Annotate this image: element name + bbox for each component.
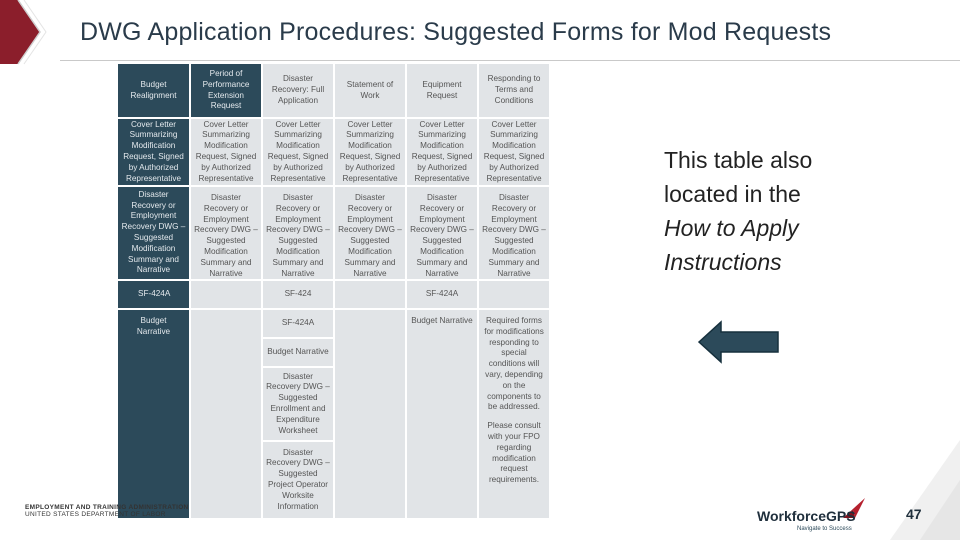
cell-cover-letter: [118, 119, 189, 185]
cell-text-line: Suggested: [422, 236, 462, 246]
cell-text-line: Summarizing: [418, 130, 466, 140]
cell-terms-note: [479, 310, 549, 518]
cell-text-line: Representative: [198, 173, 254, 183]
cell-text-line: Project Operator: [267, 480, 329, 489]
cell-text-line: Extension: [208, 90, 244, 100]
side-note-line: located in the: [664, 181, 801, 207]
cell-text-line: Narrative: [136, 326, 171, 336]
side-note-line: This table also: [664, 147, 813, 173]
cell-sf424a: SF-424A: [263, 310, 333, 337]
cell-text-line: Suggested: [206, 236, 246, 246]
cell-text-line: Request, Signed: [195, 152, 257, 161]
cell-text-line: Suggested: [133, 233, 174, 242]
cell-text-line: Request, Signed: [123, 152, 184, 161]
cell-text-line: Cover Letter: [347, 119, 393, 129]
cell-text-line: Cover Letter: [130, 119, 177, 129]
cell-text-line: Modification: [348, 246, 392, 256]
cell-text-line: by Authorized: [201, 162, 251, 172]
cell-budget-narrative: Budget Narrative: [263, 339, 333, 366]
cell-text-line: Representative: [270, 173, 326, 183]
cell-text-line: Modification: [204, 141, 248, 151]
cell-text-line: by Authorized: [417, 162, 467, 172]
slide-title: DWG Application Procedures: Suggested Forms for Mod Requests: [80, 18, 832, 46]
cell-text-line: Recovery DWG –: [121, 222, 186, 232]
cell-text-line: Suggested: [278, 469, 318, 479]
cell-project-operator: [263, 442, 333, 518]
side-note-link-text: Instructions: [664, 249, 782, 275]
cell-text-line: Request, Signed: [267, 152, 329, 161]
cell-text-line: Modification: [276, 141, 320, 151]
page-number: 47: [906, 506, 922, 522]
cell-text-line: Suggested: [350, 236, 390, 246]
cell-text-line: Recovery or: [275, 203, 321, 213]
cell-text-line: Request: [426, 90, 458, 100]
workforcegps-logo: WorkforceGPS Navigate to Success: [757, 496, 887, 536]
cell-text-line: Narrative: [136, 265, 171, 275]
cell-text-line: Recovery or: [491, 203, 537, 213]
cell-text-line: Summarizing: [346, 130, 394, 140]
cell-text-line: regarding: [496, 442, 532, 452]
cell-text-line: by Authorized: [489, 162, 539, 172]
cell-budget-narrative: [118, 310, 189, 518]
cell-text-line: Modification: [492, 246, 536, 256]
cell-cover-letter: [263, 119, 333, 185]
header-budget-realignment: [118, 64, 189, 117]
cell-text-line: Representative: [342, 173, 398, 183]
cell-text-line: Worksheet: [278, 425, 318, 435]
cell-text-line: Cover Letter: [491, 119, 537, 129]
title-divider: [60, 60, 960, 61]
cell-text-line: Information: [277, 501, 319, 511]
cell-text-line: Recovery DWG –: [266, 225, 330, 235]
cell-text-line: Disaster: [282, 74, 314, 84]
cell-text-line: Narrative: [209, 268, 243, 278]
cell-text-line: Summary and: [272, 257, 324, 267]
side-note-link-text: How to Apply: [664, 215, 799, 241]
cell-dwg-narrative: [407, 187, 477, 279]
cell-text-line: Employment: [275, 214, 321, 224]
cell-empty: [335, 310, 405, 518]
cell-cover-letter: [335, 119, 405, 185]
dol-eta-logo: EMPLOYMENT AND TRAINING ADMINISTRATION UNITED STATES DEPARTMENT OF LABOR: [25, 504, 189, 518]
left-arrow-icon: [697, 320, 780, 364]
cell-text-line: Budget: [140, 316, 167, 325]
header-equipment-request: [407, 64, 477, 117]
cell-text-line: Performance: [202, 79, 250, 89]
cell-text-line: Modification: [131, 243, 176, 253]
cell-text-line: Suggested: [278, 236, 318, 246]
cell-text-line: Disaster: [282, 371, 314, 381]
cell-cover-letter: [191, 119, 261, 185]
cell-sf424a: SF-424A: [407, 281, 477, 308]
cell-text-line: Representative: [414, 173, 470, 183]
cell-text-line: Suggested: [494, 236, 534, 246]
header-terms-conditions: [479, 64, 549, 117]
cell-text-line: Summary and: [200, 257, 252, 267]
cell-text-line: Recovery DWG –: [410, 225, 474, 235]
cell-text-line: Modification: [420, 246, 464, 256]
cell-text-line: Employment: [419, 214, 465, 224]
cell-text-line: Please consult: [487, 421, 541, 431]
side-note: [664, 143, 812, 279]
cell-budget-narrative: Budget Narrative: [407, 310, 477, 518]
cell-text-line: be addressed.: [488, 402, 540, 412]
cell-text-line: Request: [210, 101, 242, 111]
cell-text-line: modification: [492, 453, 536, 463]
cell-text-line: Recovery or: [203, 203, 249, 213]
cell-text-line: Narrative: [425, 268, 459, 278]
cell-text-line: special: [501, 348, 527, 358]
cell-text-line: request: [500, 464, 528, 474]
cell-text-line: Request, Signed: [483, 152, 545, 161]
cell-text-line: Narrative: [281, 268, 315, 278]
cell-text-line: by Authorized: [273, 162, 323, 172]
cell-text-line: Modification: [348, 141, 392, 151]
cell-enrollment-worksheet: [263, 368, 333, 440]
cell-text-line: Enrollment and: [270, 404, 326, 413]
cell-text-line: by Authorized: [128, 162, 179, 172]
cell-text-line: Worksite: [282, 490, 314, 500]
cell-sf424a: SF-424A: [118, 281, 189, 308]
cell-text-line: Summary and: [128, 254, 179, 264]
cell-text-line: Expenditure: [276, 414, 320, 424]
cell-text-line: conditions will: [488, 359, 540, 369]
cell-text-line: Request, Signed: [339, 152, 401, 161]
cell-text-line: Employment: [347, 214, 393, 224]
cell-empty: [335, 281, 405, 308]
cell-text-line: on the: [502, 380, 526, 390]
cell-text-line: Statement of: [346, 79, 394, 89]
cell-text-line: Suggested: [278, 393, 318, 403]
cell-text-line: Recovery DWG –: [194, 225, 258, 235]
cell-text-line: Recovery or: [131, 200, 176, 210]
cell-text-line: Modification: [204, 246, 248, 256]
corner-decoration: [0, 0, 60, 80]
cell-text-line: Recovery DWG –: [266, 458, 330, 468]
cell-text-line: Period of: [209, 68, 243, 78]
cell-text-line: Modification: [492, 141, 536, 151]
cell-dwg-narrative: [191, 187, 261, 279]
cell-text-line: Work: [360, 90, 380, 100]
cell-text-line: Responding to: [487, 74, 541, 84]
cell-cover-letter: [407, 119, 477, 185]
cell-text-line: Representative: [125, 173, 182, 183]
cell-text-line: Summarizing: [274, 130, 322, 140]
cell-text-line: Realignment: [130, 90, 177, 100]
cell-text-line: Disaster: [354, 193, 386, 202]
cell-text-line: Required forms: [486, 316, 542, 325]
cell-text-line: Request, Signed: [411, 152, 473, 161]
cell-text-line: Narrative: [353, 268, 387, 278]
cell-text-line: Conditions: [494, 95, 534, 105]
cell-text-line: Disaster: [282, 447, 314, 457]
cell-text-line: Terms and: [494, 85, 534, 95]
cell-text-line: Recovery: Full: [271, 85, 325, 95]
cell-text-line: for modifications: [484, 326, 544, 336]
cell-text-line: Cover Letter: [419, 119, 465, 129]
cell-text-line: Employment: [130, 211, 177, 221]
cell-text-line: Disaster: [426, 193, 458, 202]
cell-dwg-narrative: [263, 187, 333, 279]
cell-text-line: Summarizing: [129, 130, 178, 140]
header-period-extension: [191, 64, 261, 117]
cell-sf424: SF-424: [263, 281, 333, 308]
cell-text-line: Modification: [276, 246, 320, 256]
cell-text-line: Disaster: [498, 193, 530, 202]
cell-dwg-narrative: [335, 187, 405, 279]
cell-text-line: Equipment: [422, 79, 462, 89]
terms-note-paragraph-1: [484, 316, 544, 413]
cell-text-line: Cover Letter: [275, 119, 321, 129]
cell-empty: [479, 281, 549, 308]
cell-text-line: Summary and: [416, 257, 468, 267]
cell-text-line: Recovery DWG –: [338, 225, 402, 235]
cell-text-line: Disaster: [210, 193, 242, 202]
cell-text-line: Representative: [486, 173, 542, 183]
cell-text-line: vary, depending: [485, 369, 543, 379]
cell-text-line: Recovery DWG –: [482, 225, 546, 235]
terms-note-paragraph-2: [487, 421, 540, 486]
cell-text-line: requirements.: [488, 475, 540, 485]
cell-text-line: Summary and: [488, 257, 540, 267]
cell-text-line: Disaster: [138, 189, 169, 199]
cell-text-line: Modification: [131, 141, 176, 151]
cell-text-line: by Authorized: [345, 162, 395, 172]
cell-text-line: Recovery DWG –: [266, 382, 330, 392]
cell-text-line: Recovery or: [419, 203, 465, 213]
cell-text-line: Summarizing: [490, 130, 538, 140]
cell-text-line: Summary and: [344, 257, 396, 267]
cell-text-line: components to: [487, 391, 541, 401]
cell-text-line: Cover Letter: [203, 119, 249, 129]
cell-text-line: Employment: [203, 214, 249, 224]
cell-text-line: Disaster: [282, 193, 314, 202]
cell-text-line: Application: [277, 95, 319, 105]
header-statement-of-work: [335, 64, 405, 117]
cell-text-line: Recovery or: [347, 203, 393, 213]
cell-text-line: with your FPO: [488, 431, 540, 441]
cell-text-line: responding to: [489, 337, 539, 347]
cell-dwg-narrative: [118, 187, 189, 279]
cell-text-line: Budget: [140, 79, 167, 89]
cell-dwg-narrative: [479, 187, 549, 279]
cell-cover-letter: [479, 119, 549, 185]
cell-empty: [191, 281, 261, 308]
cell-empty: [191, 310, 261, 518]
header-disaster-full-application: [263, 64, 333, 117]
cell-text-line: Summarizing: [202, 130, 250, 140]
cell-text-line: Narrative: [497, 268, 531, 278]
cell-text-line: Modification: [420, 141, 464, 151]
cell-text-line: Employment: [491, 214, 537, 224]
